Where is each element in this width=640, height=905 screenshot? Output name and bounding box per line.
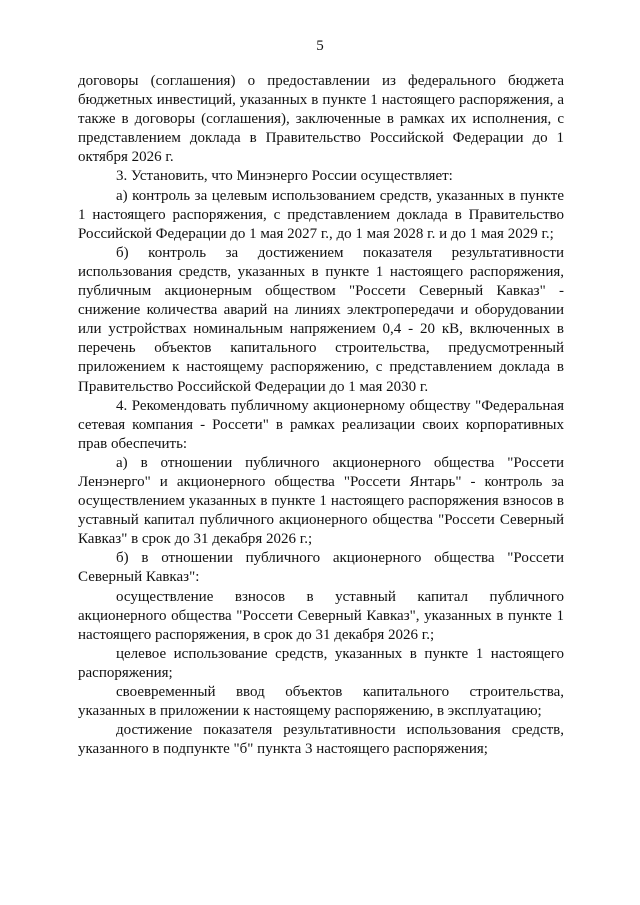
page-number: 5 xyxy=(316,38,324,54)
document-body xyxy=(78,72,564,759)
paragraph-4: б) контроль за достижением показателя результативности использования средств, указанных в пункте 1 настоящего распоряжения, публичным акционерным обществом "Россети Северный Кавказ" - снижение количества аварий на линиях электропередачи и оборудовании или устройствах номинальным напряжением 0,4 - 20 кВ, включенных в перечень объектов капитального строительства, предусмотренный приложением к настоящему распоряжению, с представлением доклада в Правительство Российской Федерации до 1 мая 2030 г. xyxy=(78,244,564,395)
paragraph-5: 4. Рекомендовать публичному акционерному обществу "Федеральная сетевая компания - Россети" в рамках реализации своих корпоративных прав обеспечить: xyxy=(78,397,564,452)
paragraph-1: договоры (соглашения) о предоставлении из федерального бюджета бюджетных инвестиций, указанных в пункте 1 настоящего распоряжения, а также в договоры (соглашения), заключенные в рамках их исполнения, с представлением доклада в Правительство Российской Федерации до 1 октября 2026 г. xyxy=(78,73,564,166)
paragraph-8: осуществление взносов в уставный капитал публичного акционерного общества "Россети Северный Кавказ", указанных в пункте 1 настоящего распоряжения, в срок до 31 декабря 2026 г.; xyxy=(78,588,564,643)
paragraph-3: а) контроль за целевым использованием средств, указанных в пункте 1 настоящего распоряжения, с представлением доклада в Правительство Российской Федерации до 1 мая 2027 г., до 1 мая 2028 г. и до 1 мая 2029 г.; xyxy=(78,187,564,242)
paragraph-2: 3. Установить, что Минэнерго России осуществляет: xyxy=(116,168,453,185)
paragraph-7: б) в отношении публичного акционерного общества "Россети Северный Кавказ": xyxy=(78,550,564,586)
paragraph-6: а) в отношении публичного акционерного общества "Россети Ленэнерго" и акционерного общества "Россети Янтарь" - контроль за осуществлением указанных в пункте 1 настоящего распоряжения взносов в уставный капитал публичного акционерного общества "Россети Северный Кавказ" в срок до 31 декабря 2026 г.; xyxy=(78,454,564,548)
paragraph-10: своевременный ввод объектов капитального строительства, указанных в приложении к настоящему распоряжению, в эксплуатацию; xyxy=(78,684,564,720)
paragraph-11: достижение показателя результативности использования средств, указанного в подпункте "б" пункта 3 настоящего распоряжения; xyxy=(78,722,564,758)
paragraph-9: целевое использование средств, указанных в пункте 1 настоящего распоряжения; xyxy=(78,645,564,681)
